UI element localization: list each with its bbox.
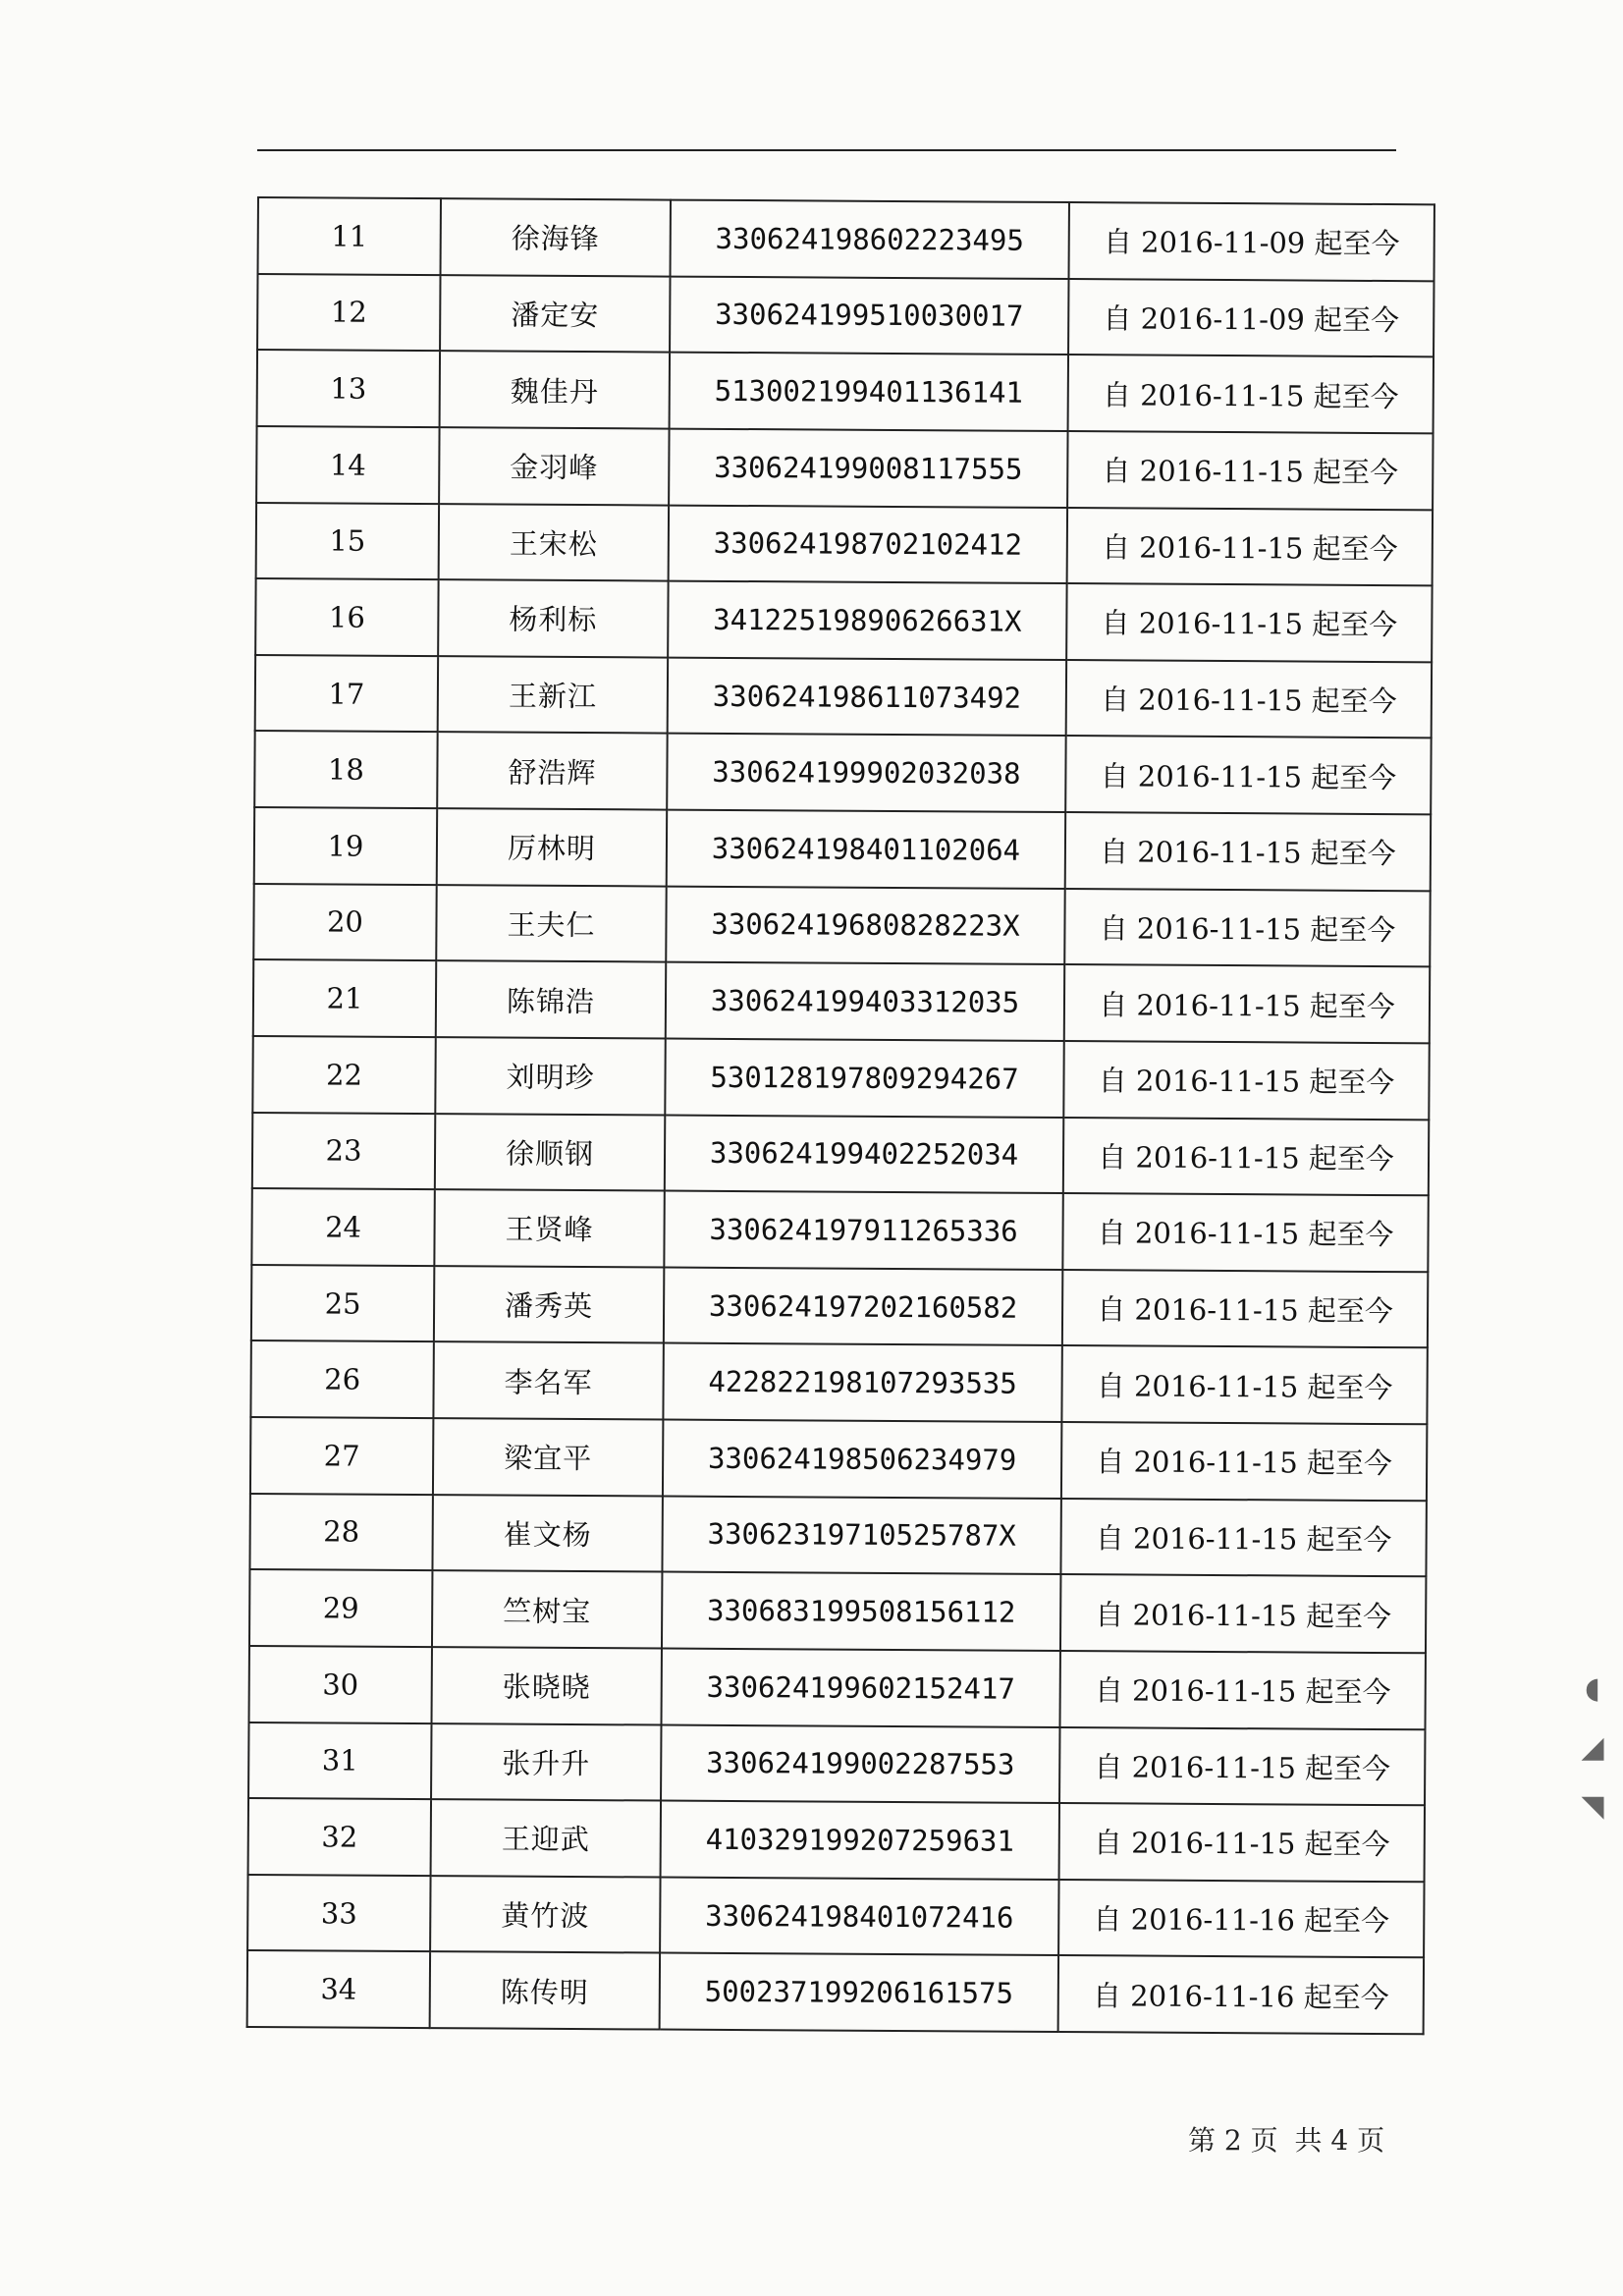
row-name-cell: 魏佳丹 — [440, 351, 670, 428]
stamp-fragment-3: ◥ — [1581, 1789, 1604, 1824]
row-period-cell: 自 2016-11-15 起至今 — [1059, 1803, 1425, 1882]
row-period-cell: 自 2016-11-16 起至今 — [1058, 1880, 1424, 1958]
table-row — [254, 807, 1431, 891]
roster-table — [246, 196, 1435, 2035]
row-period-cell: 自 2016-11-15 起至今 — [1062, 1270, 1428, 1348]
row-name-cell: 潘秀英 — [434, 1266, 664, 1343]
row-index-cell: 14 — [256, 426, 439, 504]
row-index-cell: 33 — [247, 1875, 430, 1952]
table-row — [255, 578, 1432, 662]
row-name-cell: 王贤峰 — [434, 1189, 664, 1267]
table-row — [250, 1417, 1427, 1501]
row-period-cell: 自 2016-11-15 起至今 — [1065, 812, 1431, 891]
table-row — [251, 1265, 1428, 1348]
row-name-cell: 徐海锋 — [441, 198, 671, 276]
row-index-cell: 12 — [257, 274, 440, 352]
row-index-cell: 31 — [248, 1722, 431, 1799]
row-index-cell: 15 — [256, 503, 439, 580]
row-name-cell: 王夫仁 — [436, 885, 666, 962]
page-number-total: 共 4 页 — [1294, 2124, 1385, 2157]
row-index-cell: 34 — [247, 1950, 430, 2028]
row-name-cell: 张升升 — [431, 1723, 661, 1801]
row-name-cell: 金羽峰 — [439, 427, 669, 505]
row-index-cell: 30 — [249, 1646, 432, 1723]
table-row — [254, 731, 1431, 814]
row-name-cell: 舒浩辉 — [437, 733, 667, 810]
row-name-cell: 徐顺钢 — [435, 1114, 665, 1191]
row-index-cell: 18 — [254, 731, 437, 808]
row-period-cell: 自 2016-11-15 起至今 — [1065, 736, 1431, 814]
table-row — [247, 1950, 1424, 2034]
table-row — [247, 1875, 1424, 1958]
row-id-number-cell: 330624199008117555 — [669, 428, 1067, 507]
row-name-cell: 陈传明 — [430, 1951, 660, 2029]
row-name-cell: 王新江 — [438, 656, 668, 734]
row-index-cell: 22 — [252, 1036, 435, 1114]
table-row — [255, 655, 1432, 738]
row-id-number-cell: 422822198107293535 — [663, 1343, 1061, 1422]
row-index-cell: 25 — [251, 1265, 434, 1342]
row-name-cell: 陈锦浩 — [436, 960, 666, 1038]
row-name-cell: 王宋松 — [439, 504, 669, 581]
table-row — [249, 1569, 1426, 1653]
row-index-cell: 17 — [255, 655, 438, 733]
row-period-cell: 自 2016-11-15 起至今 — [1066, 583, 1432, 662]
row-period-cell: 自 2016-11-15 起至今 — [1063, 1041, 1429, 1120]
row-period-cell: 自 2016-11-15 起至今 — [1066, 660, 1432, 738]
row-id-number-cell: 330624199402252034 — [665, 1115, 1063, 1193]
row-name-cell: 梁宜平 — [433, 1418, 663, 1496]
row-period-cell: 自 2016-11-15 起至今 — [1062, 1193, 1428, 1272]
table-row — [249, 1646, 1426, 1729]
table-row — [248, 1722, 1425, 1805]
row-period-cell: 自 2016-11-15 起至今 — [1061, 1345, 1427, 1424]
row-id-number-cell: 500237199206161575 — [660, 1953, 1058, 2032]
row-name-cell: 刘明珍 — [435, 1037, 665, 1115]
row-index-cell: 32 — [248, 1798, 431, 1876]
row-index-cell: 19 — [254, 807, 437, 885]
table-row — [252, 1112, 1429, 1195]
row-period-cell: 自 2016-11-09 起至今 — [1069, 202, 1434, 281]
row-name-cell: 潘定安 — [440, 275, 670, 353]
row-name-cell: 竺树宝 — [432, 1570, 662, 1648]
table-row — [253, 884, 1430, 967]
row-id-number-cell: 330624199510030017 — [670, 276, 1068, 355]
row-period-cell: 自 2016-11-15 起至今 — [1064, 964, 1430, 1043]
row-id-number-cell: 330624199403312035 — [666, 962, 1064, 1041]
row-period-cell: 自 2016-11-15 起至今 — [1068, 355, 1434, 433]
table-row — [258, 197, 1434, 281]
row-id-number-cell: 330624198702102412 — [669, 505, 1067, 583]
row-period-cell: 自 2016-11-15 起至今 — [1064, 889, 1430, 967]
row-period-cell: 自 2016-11-15 起至今 — [1059, 1651, 1425, 1729]
table-row — [249, 1494, 1426, 1577]
row-period-cell: 自 2016-11-15 起至今 — [1063, 1118, 1429, 1196]
row-id-number-cell: 330624197911265336 — [664, 1191, 1062, 1270]
table-row — [252, 1036, 1429, 1120]
row-name-cell: 黄竹波 — [430, 1876, 660, 1953]
row-id-number-cell: 330624199002287553 — [661, 1724, 1059, 1803]
table-row — [256, 426, 1433, 510]
row-index-cell: 26 — [250, 1340, 433, 1418]
table-row — [248, 1798, 1425, 1882]
row-index-cell: 20 — [253, 884, 436, 961]
stamp-fragment-1: ◖ — [1585, 1671, 1600, 1706]
row-index-cell: 29 — [249, 1569, 432, 1647]
row-index-cell: 11 — [258, 197, 441, 275]
page-number-current: 第 2 页 — [1188, 2124, 1278, 2157]
header-rule — [257, 149, 1396, 151]
row-id-number-cell: 330624198401072416 — [660, 1877, 1058, 1955]
row-period-cell: 自 2016-11-15 起至今 — [1060, 1499, 1426, 1577]
row-id-number-cell: 330624198611073492 — [668, 657, 1066, 736]
row-index-cell: 13 — [257, 350, 440, 427]
row-period-cell: 自 2016-11-15 起至今 — [1067, 431, 1433, 510]
table-row — [253, 959, 1430, 1043]
table-row — [250, 1340, 1427, 1424]
row-id-number-cell: 410329199207259631 — [661, 1801, 1059, 1880]
row-period-cell: 自 2016-11-09 起至今 — [1068, 279, 1434, 357]
row-name-cell: 杨利标 — [438, 579, 668, 657]
row-name-cell: 张晓晓 — [432, 1647, 662, 1724]
roster-table-body — [247, 197, 1434, 2034]
row-name-cell: 崔文杨 — [432, 1495, 662, 1572]
table-row — [257, 350, 1434, 433]
row-id-number-cell: 330624199602152417 — [662, 1648, 1060, 1726]
row-id-number-cell: 34122519890626631X — [668, 581, 1066, 660]
page-footer — [1188, 2119, 1392, 2159]
row-index-cell: 28 — [249, 1494, 432, 1571]
row-id-number-cell: 530128197809294267 — [665, 1038, 1063, 1117]
row-name-cell: 厉林明 — [437, 808, 667, 886]
row-period-cell: 自 2016-11-15 起至今 — [1061, 1422, 1427, 1501]
row-id-number-cell: 330624198602223495 — [671, 200, 1069, 279]
row-id-number-cell: 330624198401102064 — [667, 810, 1065, 889]
row-id-number-cell: 513002199401136141 — [670, 353, 1068, 431]
table-row — [251, 1188, 1428, 1272]
row-id-number-cell: 330624197202160582 — [664, 1267, 1062, 1345]
row-index-cell: 23 — [252, 1112, 435, 1189]
row-id-number-cell: 330624198506234979 — [663, 1420, 1061, 1499]
row-name-cell: 王迎武 — [431, 1799, 661, 1877]
row-id-number-cell: 330624199902032038 — [667, 734, 1065, 812]
row-name-cell: 李名军 — [433, 1341, 663, 1419]
row-id-number-cell: 33062419680828223X — [666, 886, 1064, 964]
table-row — [257, 274, 1434, 357]
stamp-fragment-2: ◢ — [1581, 1730, 1604, 1765]
row-period-cell: 自 2016-11-16 起至今 — [1058, 1955, 1424, 2034]
row-period-cell: 自 2016-11-15 起至今 — [1060, 1574, 1426, 1653]
row-index-cell: 24 — [251, 1188, 434, 1266]
row-index-cell: 27 — [250, 1417, 433, 1495]
row-period-cell: 自 2016-11-15 起至今 — [1067, 508, 1433, 586]
stamp-edge-mark — [1568, 1660, 1617, 1954]
row-id-number-cell: 33062319710525787X — [662, 1496, 1060, 1574]
row-period-cell: 自 2016-11-15 起至今 — [1059, 1727, 1425, 1806]
row-index-cell: 16 — [255, 578, 438, 656]
row-index-cell: 21 — [253, 959, 436, 1037]
row-id-number-cell: 330683199508156112 — [662, 1572, 1060, 1651]
table-row — [256, 503, 1433, 586]
